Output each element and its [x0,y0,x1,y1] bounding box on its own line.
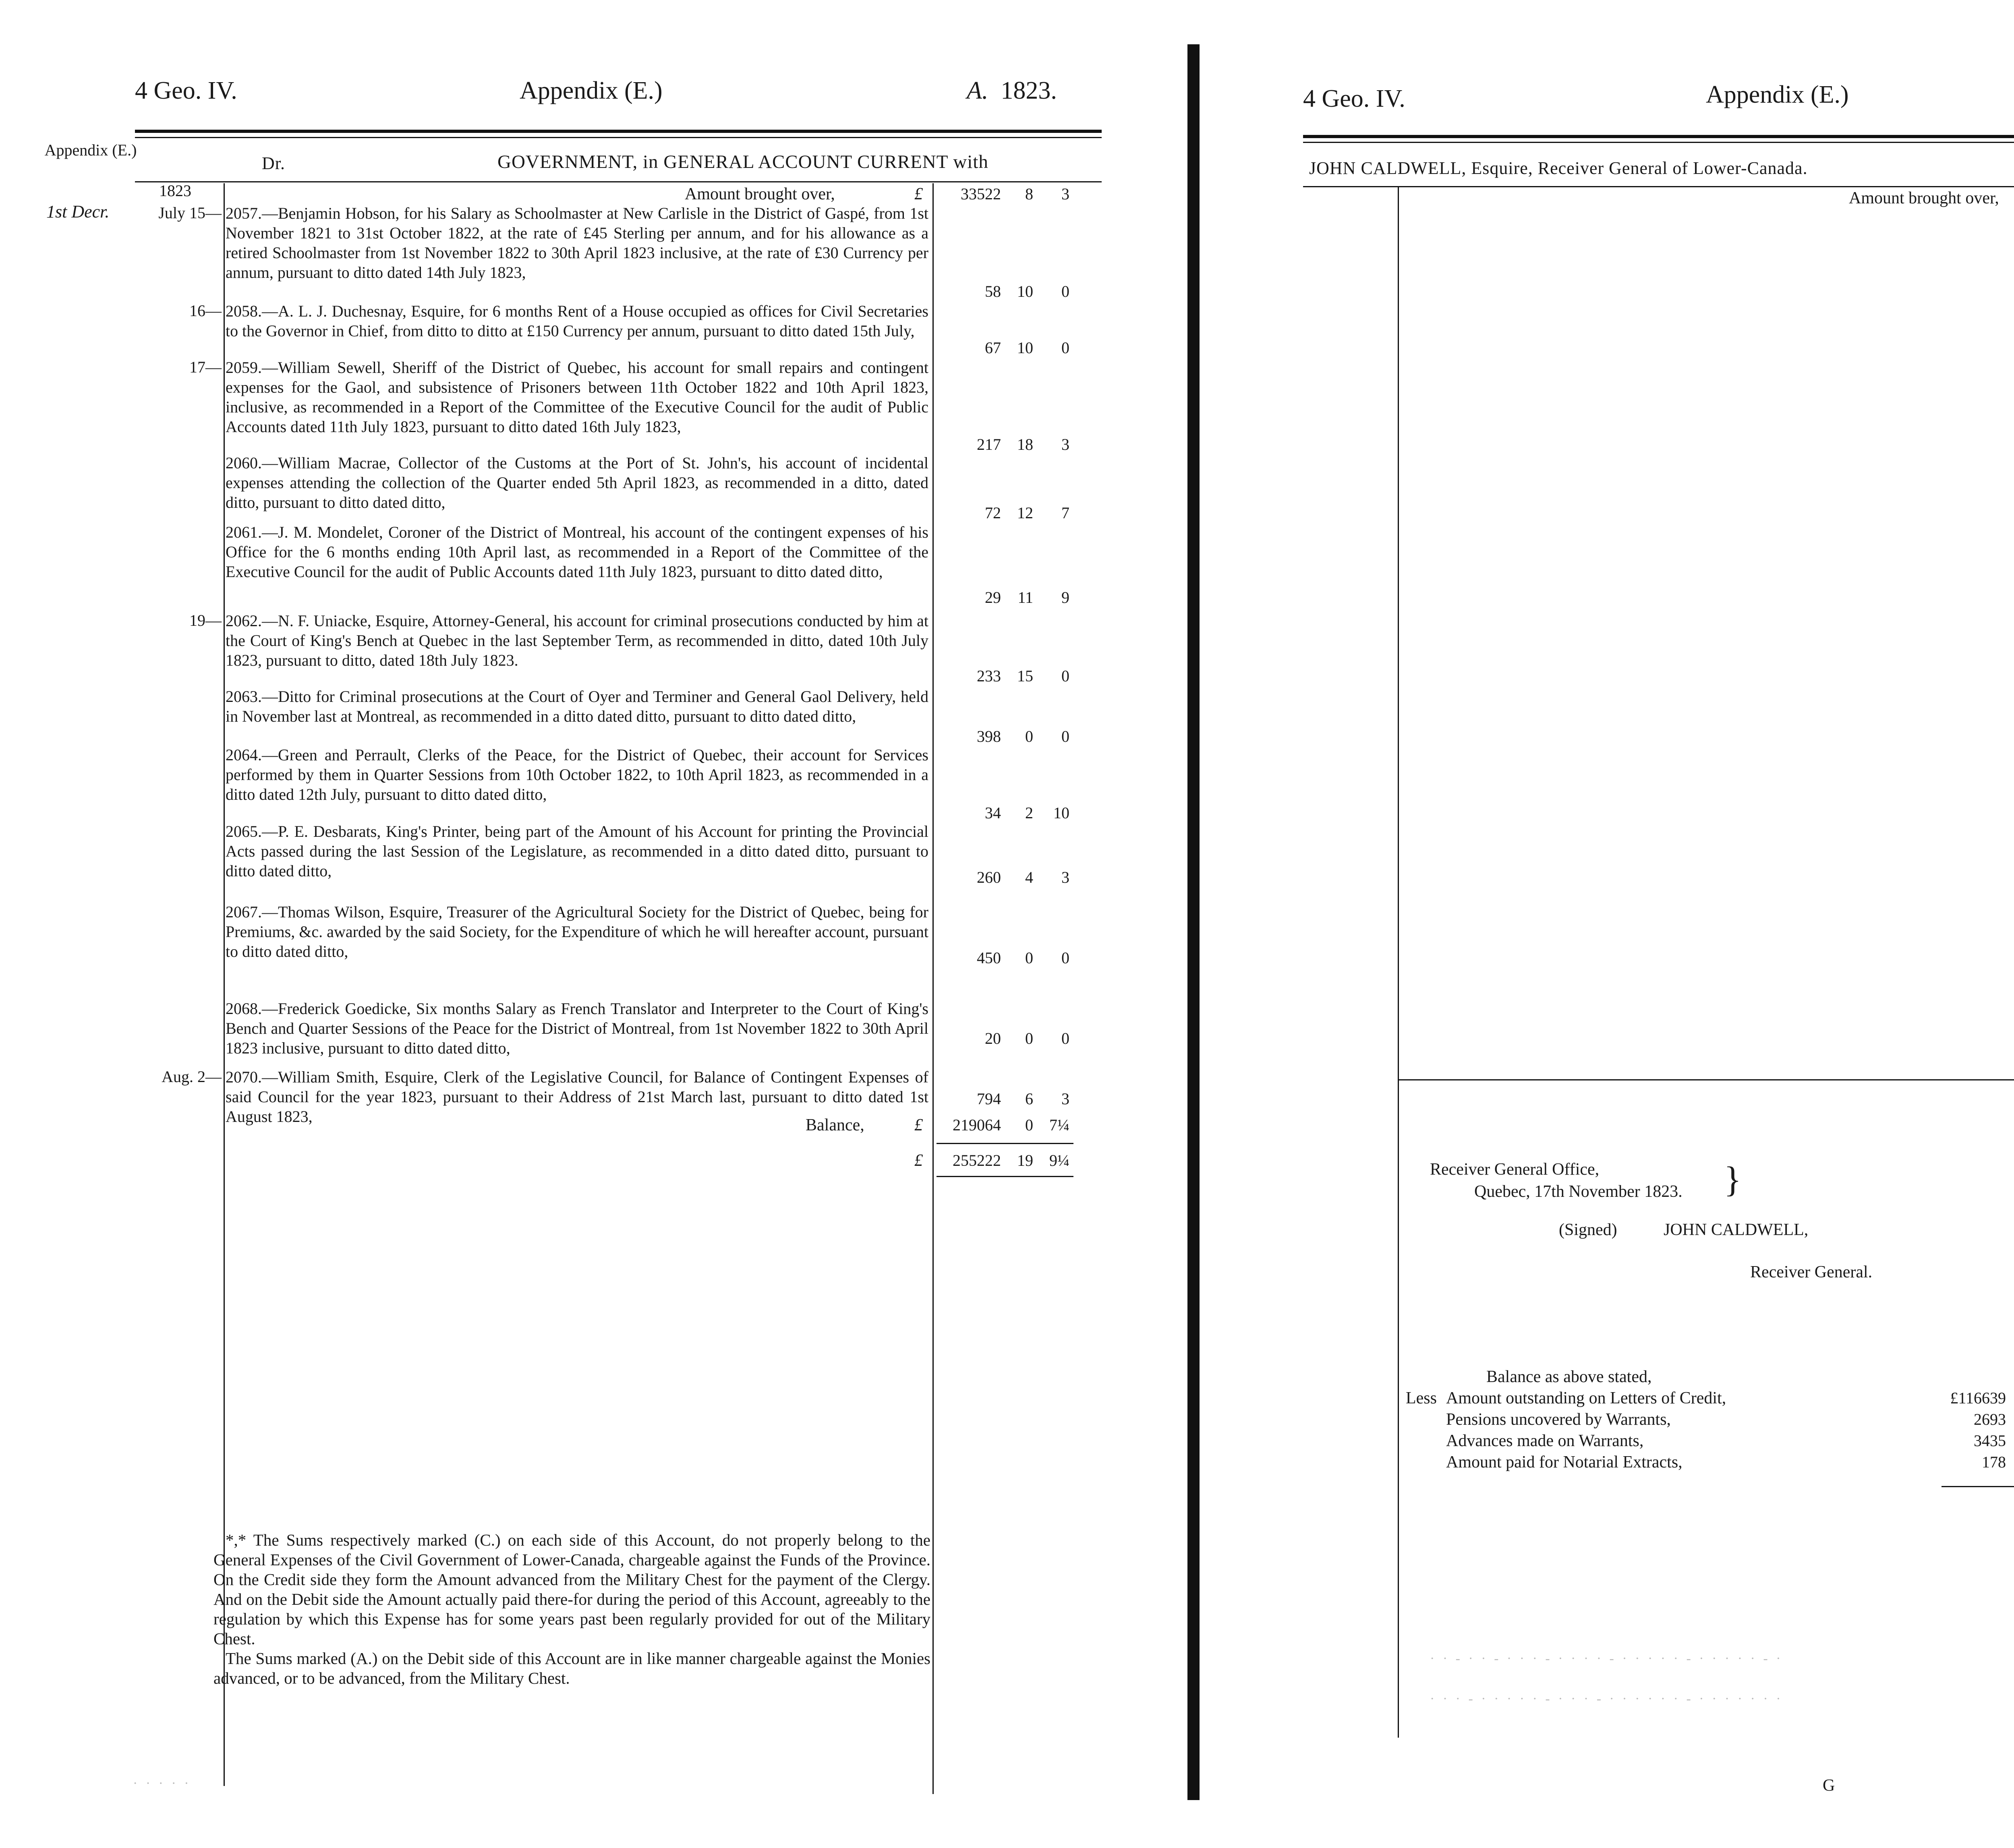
pence-value: 0 [1061,282,1069,300]
header-rule [1303,135,2014,138]
signed-label: (Signed) [1559,1221,1617,1239]
entry-text: 2070.—William Smith, Esquire, Clerk of the Legislative Council, for Balance of Contingent Expenses of said Council for the year 1823, pursuant to their Address of 21st March last, pursuant to ditto dated 1st August 1823, [226,1068,928,1126]
bleed-through-text: · · - · · - · · · - · · · · - · · · · · - · · · · · - · [1430,1651,1783,1666]
deduction-amount [1929,1410,2014,1429]
title-rule [1303,186,2014,187]
running-head-session: 4 Geo. IV. [1303,85,1405,112]
pounds-value: 72 [985,504,1001,522]
deduction-amount [1929,1431,2014,1450]
deduction-amount [1929,1453,2014,1471]
shillings-value: 18 [1017,435,1033,453]
entry-amount [937,948,1069,967]
pound-sign: £ [914,1151,923,1170]
entry-text: 2058.—A. L. J. Duchesnay, Esquire, for 6 months Rent of a House occupied as offices for Civil Secretaries to the Governor in Chief, from ditto to ditto at £150 Currency per annum, pursuant to ditto dated 15th July, [226,302,928,340]
entry-text: 2061.—J. M. Mondelet, Coroner of the District of Montreal, his account of the contingent expenses of his Office for the 6 months ending 10th April last, as recommended in a Report of the Committee of the Executive Council for the audit of Public Accounts dated 11th July 1823, pursuant to ditto dated ditto, [226,523,928,581]
entry-text: 2067.—Thomas Wilson, Esquire, Treasurer of the Agricultural Society for the District of Quebec, being for Premiums, &c. awarded by the said Society, for the Expenditure of which he will hereafter account, pursuant to ditto dated ditto, [226,903,928,960]
pounds-value: 233 [977,667,1001,685]
signer-title: Receiver General. [1750,1263,1873,1281]
pence-value: 10 [1053,804,1069,822]
entry-amount [937,435,1069,454]
shillings-value [2006,1410,2014,1429]
entry-text: 2060.—William Macrae, Collector of the Customs at the Port of St. John's, his account of incidental expenses attending the collection of the Quarter ended 5th April 1823, as recommended in a ditto, dated ditto, pursuant to ditto dated ditto, [226,454,928,511]
margin-appendix-label: Appendix (E.) [44,141,137,159]
pence-value: 0 [1061,727,1069,745]
entry-amount [937,282,1069,301]
pounds-value: 3435 [1974,1432,2006,1450]
shillings-value: 10 [1017,339,1033,357]
pounds-value: £116639 [1950,1389,2006,1407]
bleed-through-text: · · · - · · · · · - · · · - · · · · · · - · · · · · · · [1430,1691,1783,1706]
pounds-value: 217 [977,435,1001,453]
header-rule-thin [135,137,1102,138]
pounds-value: 398 [977,727,1001,745]
entry-text: 2063.—Ditto for Criminal prosecutions at the Court of Oyer and Terminer and General Gaol Delivery, held in November last at Montreal, as recommended in a ditto dated ditto, pursuant to ditto dated ditto, [226,687,928,725]
pounds-value: 29 [985,588,1001,606]
pence-value: 0 [1061,339,1069,357]
entry-amount [937,803,1069,822]
deduction-amount [1929,1389,2014,1407]
pound-sign: £ [914,185,923,203]
summary-balance-label: Balance as above stated, [1486,1368,1652,1386]
total-rule [937,1143,1073,1144]
page-smudge: · · · · · [133,1776,191,1791]
shillings-value: 0 [1025,1029,1033,1047]
shillings-value: 12 [1017,504,1033,522]
explanatory-note: *,* The Sums respectively marked (C.) on each side of this Account, do not properly belong to the General Expenses of the Civil Government of Lower-Canada, chargeable against the Funds of the Province. On the Credit side they form the Amount advanced from the Military Chest for the payment of the Clergy. And on the Debit side the Amount actually paid there-for during the period of this Account, agreeably to the regulation by which this Expense has for some years past been regularly provided for out of the Military Chest. The Sums marked (A.) on the Debit side of this Account are in like manner chargeable against the Monies advanced, or to be advanced, from the Military Chest. [213,1531,930,1687]
pence-value: 0 [1061,1029,1069,1047]
entry-amount [937,1029,1069,1048]
column-dr-label: Dr. [262,153,285,173]
entry-text: 2068.—Frederick Goedicke, Six months Salary as French Translator and Interpreter to the Court of King's Bench and Quarter Sessions of the Peace for the District of Montreal, from 1st November 1822 to 30th April 1823 inclusive, pursuant to ditto dated ditto, [226,1000,928,1057]
brought-over-label: Amount brought over, [1849,189,1999,207]
running-head-appendix: Appendix (E.) [520,77,663,104]
pounds-value: 794 [977,1090,1001,1108]
entry-amount [937,1089,1069,1108]
shillings-value: 15 [1017,667,1033,685]
total-double-rule [937,1176,1073,1177]
shillings-value: 4 [1025,868,1033,886]
right-page [1204,0,2014,1848]
account-title-continued: JOHN CALDWELL, Esquire, Receiver General of Lower-Canada. [1309,158,1808,178]
pence-value: 3 [1061,435,1069,453]
entry-text: 2065.—P. E. Desbarats, King's Printer, being part of the Amount of his Account for printing the Provincial Acts passed during the last Session of the Legislature, as recommended in a ditto dated ditto, pursuant to ditto dated ditto, [226,822,928,880]
deduction-rule [1941,1486,2014,1487]
header-rule [135,130,1102,133]
entry-text: 2064.—Green and Perrault, Clerks of the Peace, for the District of Quebec, their account for Services performed by them in Quarter Sessions from 10th October 1822, to 10th April 1823, as recommended in a ditto dated 12th July, pursuant to ditto dated ditto, [226,746,928,803]
pounds-value: 67 [985,339,1001,357]
pounds-value: 34 [985,804,1001,822]
pence-value: 3 [1061,1090,1069,1108]
title-rule [135,181,1102,182]
pence-value: 9 [1061,588,1069,606]
running-head-appendix: Appendix (E.) [1706,81,1849,108]
section-rule [1398,1079,2014,1080]
left-column-line [1398,187,1399,1738]
folio-signature: G [1823,1776,1835,1795]
shillings-value [2006,1453,2014,1471]
office-line-1: Receiver General Office, [1430,1160,1600,1179]
shillings-value [2006,1431,2014,1450]
entry-amount [937,727,1069,746]
running-head-year: A. 1823. [967,77,1057,104]
entry-amount [937,338,1069,357]
shillings-value: 6 [1025,1090,1033,1108]
shillings-value [2006,1389,2014,1407]
year-heading: 1823 [159,182,191,200]
entry-amount [937,503,1069,522]
pounds-value: 58 [985,282,1001,300]
brace: } [1724,1160,1742,1200]
entry-amount [937,666,1069,685]
entry-text: 2059.—William Sewell, Sheriff of the District of Quebec, his account for small repairs and contingent expenses for the Gaol, and subsistence of Prisoners between 11th October 1822 and 10th April 1823, inclusive, as recommended in a Report of the Committee of the Executive Council for the audit of Public Accounts dated 11th July 1823, pursuant to ditto dated 16th July 1823, [226,358,928,436]
pounds-value: 450 [977,949,1001,967]
pounds-value: 20 [985,1029,1001,1047]
margin-date: 1st Decr. [46,202,110,221]
shillings-value: 11 [1017,588,1033,606]
brought-over-amount: 33522 8 3 [961,185,1069,203]
page-gutter [1187,44,1200,1800]
pound-sign: £ [914,1116,923,1134]
less-word: Less [1406,1389,1437,1407]
pence-value: 3 [1061,868,1069,886]
signer-name: JOHN CALDWELL, [1664,1221,1809,1239]
shillings-value: 0 [1025,949,1033,967]
shillings-value: 2 [1025,804,1033,822]
brought-over-label: Amount brought over, [685,185,835,203]
entry-amount [937,868,1069,887]
deduction-label: Pensions uncovered by Warrants, [1446,1410,1671,1429]
total-amount: 255222 19 9¼ [953,1151,1069,1169]
header-rule-thin [1303,142,2014,143]
pounds-value: 178 [1982,1453,2006,1471]
balance-amount: 219064 0 7¼ [953,1116,1069,1134]
entry-text: 2057.—Benjamin Hobson, for his Salary as Schoolmaster at New Carlisle in the District of Gaspé, from 1st November 1821 to 31st October 1822, at the rate of £45 Sterling per annum, and for his allowance as a retired Schoolmaster from 1st November 1822 to 30th April 1823 inclusive, at the rate of £30 Currency per annum, pursuant to ditto dated 14th July 1823, [226,204,928,281]
entry-date: 19— [189,611,222,629]
pence-value: 0 [1061,667,1069,685]
pence-value: 0 [1061,949,1069,967]
shillings-value: 10 [1017,282,1033,300]
deduction-label: Advances made on Warrants, [1446,1432,1644,1450]
entry-date: Aug. 2— [162,1068,222,1086]
deduction-label: Amount outstanding on Letters of Credit, [1446,1389,1726,1407]
entry-amount [937,588,1069,607]
pence-value: 7 [1061,504,1069,522]
balance-label: Balance, [806,1116,864,1134]
running-head-session: 4 Geo. IV. [135,77,237,104]
entry-date: 17— [189,358,222,376]
entry-date: 16— [189,302,222,320]
pounds-value: 2693 [1974,1410,2006,1428]
shillings-value: 0 [1025,727,1033,745]
entry-date: July 15— [158,204,222,222]
entry-text: 2062.—N. F. Uniacke, Esquire, Attorney-General, his account for criminal prosecutions conducted by him at the Court of King's Bench at Quebec in the last September Term, as recommended in ditto, dated 10th July 1823, pursuant to ditto, dated 18th July 1823. [226,612,928,669]
money-column-line [932,183,934,1794]
office-line-2: Quebec, 17th November 1823. [1474,1182,1682,1201]
deduction-label: Amount paid for Notarial Extracts, [1446,1453,1682,1471]
pounds-value: 260 [977,868,1001,886]
account-title: GOVERNMENT, in GENERAL ACCOUNT CURRENT with [497,151,988,172]
